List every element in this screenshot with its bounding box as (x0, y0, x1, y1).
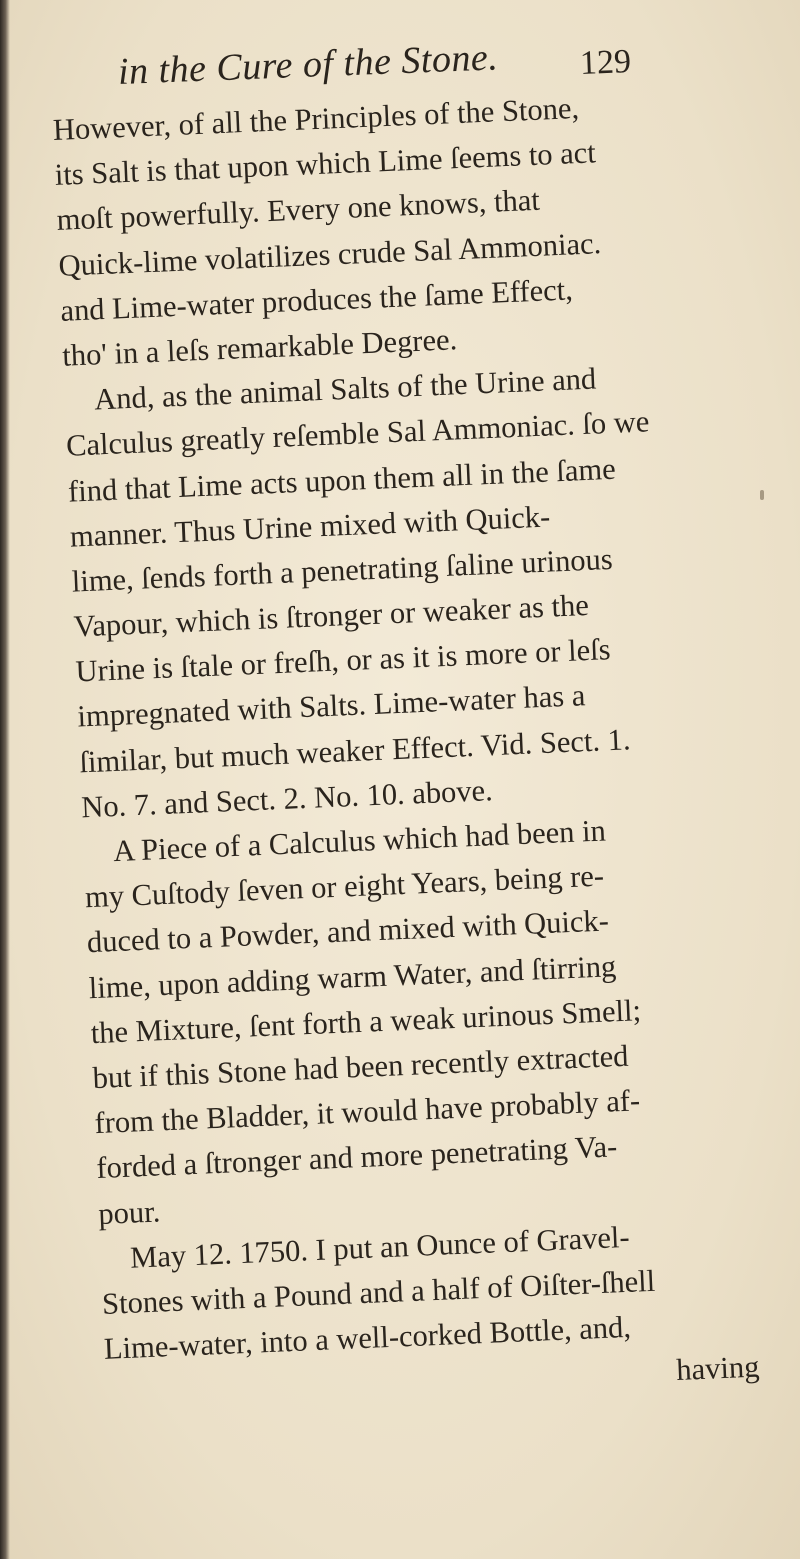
text-line: Urine is ſtale or freſh, or as it is more or leſs (74, 632, 612, 689)
text-line: from the Bladder, it would have probably af- (93, 1083, 641, 1141)
catchword: having (675, 1349, 761, 1388)
text-line: lime, upon adding warm Water, and ſtirring (88, 948, 617, 1005)
text-line: Calculus greatly reſemble Sal Ammoniac. ſo we (65, 404, 650, 464)
text-line: Quick-lime volatilizes crude Sal Ammoniac. (57, 225, 602, 283)
text-line: Stones with a Pound and a half of Oiſter-ſhell (101, 1263, 656, 1321)
body-text (52, 80, 766, 1417)
text-line: lime, ſends forth a penetrating ſaline urinous (71, 541, 614, 599)
text-line: forded a ſtronger and more penetrating Va- (95, 1129, 618, 1186)
running-title: in the Cure of the Stone. (117, 36, 500, 93)
text-line: find that Lime acts upon them all in the ſame (67, 451, 617, 509)
text-line: ſimilar, but much weaker Effect. Vid. Sect. 1. (78, 721, 632, 780)
text-line: duced to a Powder, and mixed with Quick- (86, 903, 610, 960)
text-line: moſt powerfully. Every one knows, that (55, 183, 541, 238)
text-line: pour. (97, 1193, 161, 1231)
text-line: And, as the animal Salts of the Urine and (93, 361, 597, 417)
text-line: and Lime-water produces the ſame Effect, (59, 272, 574, 328)
page-number: 129 (579, 43, 632, 82)
text-line: manner. Thus Urine mixed with Quick- (69, 499, 551, 554)
text-line: impregnated with Salts. Lime-water has a (76, 678, 586, 734)
text-line: However, of all the Principles of the Stone, (52, 90, 580, 147)
text-line: but if this Stone had been recently extracted (91, 1038, 630, 1096)
text-line: its Salt is that upon which Lime ſeems to act (54, 135, 597, 193)
ink-speck (760, 490, 764, 500)
text-line: A Piece of a Calculus which had been in (112, 813, 607, 869)
text-line: my Cuſtody ſeven or eight Years, being re- (84, 858, 605, 915)
text-line: tho' in a leſs remarkable Degree. (61, 322, 458, 373)
text-line: May 12. 1750. I put an Ounce of Gravel- (129, 1219, 631, 1275)
page-gutter-shadow (0, 0, 10, 1559)
text-line: No. 7. and Sect. 2. No. 10. above. (80, 772, 494, 825)
text-line: Lime-water, into a well-corked Bottle, and, (103, 1309, 632, 1366)
text-line: the Mixture, ſent forth a weak urinous Smell; (90, 992, 642, 1050)
text-line: Vapour, which is ſtronger or weaker as the (73, 588, 590, 644)
